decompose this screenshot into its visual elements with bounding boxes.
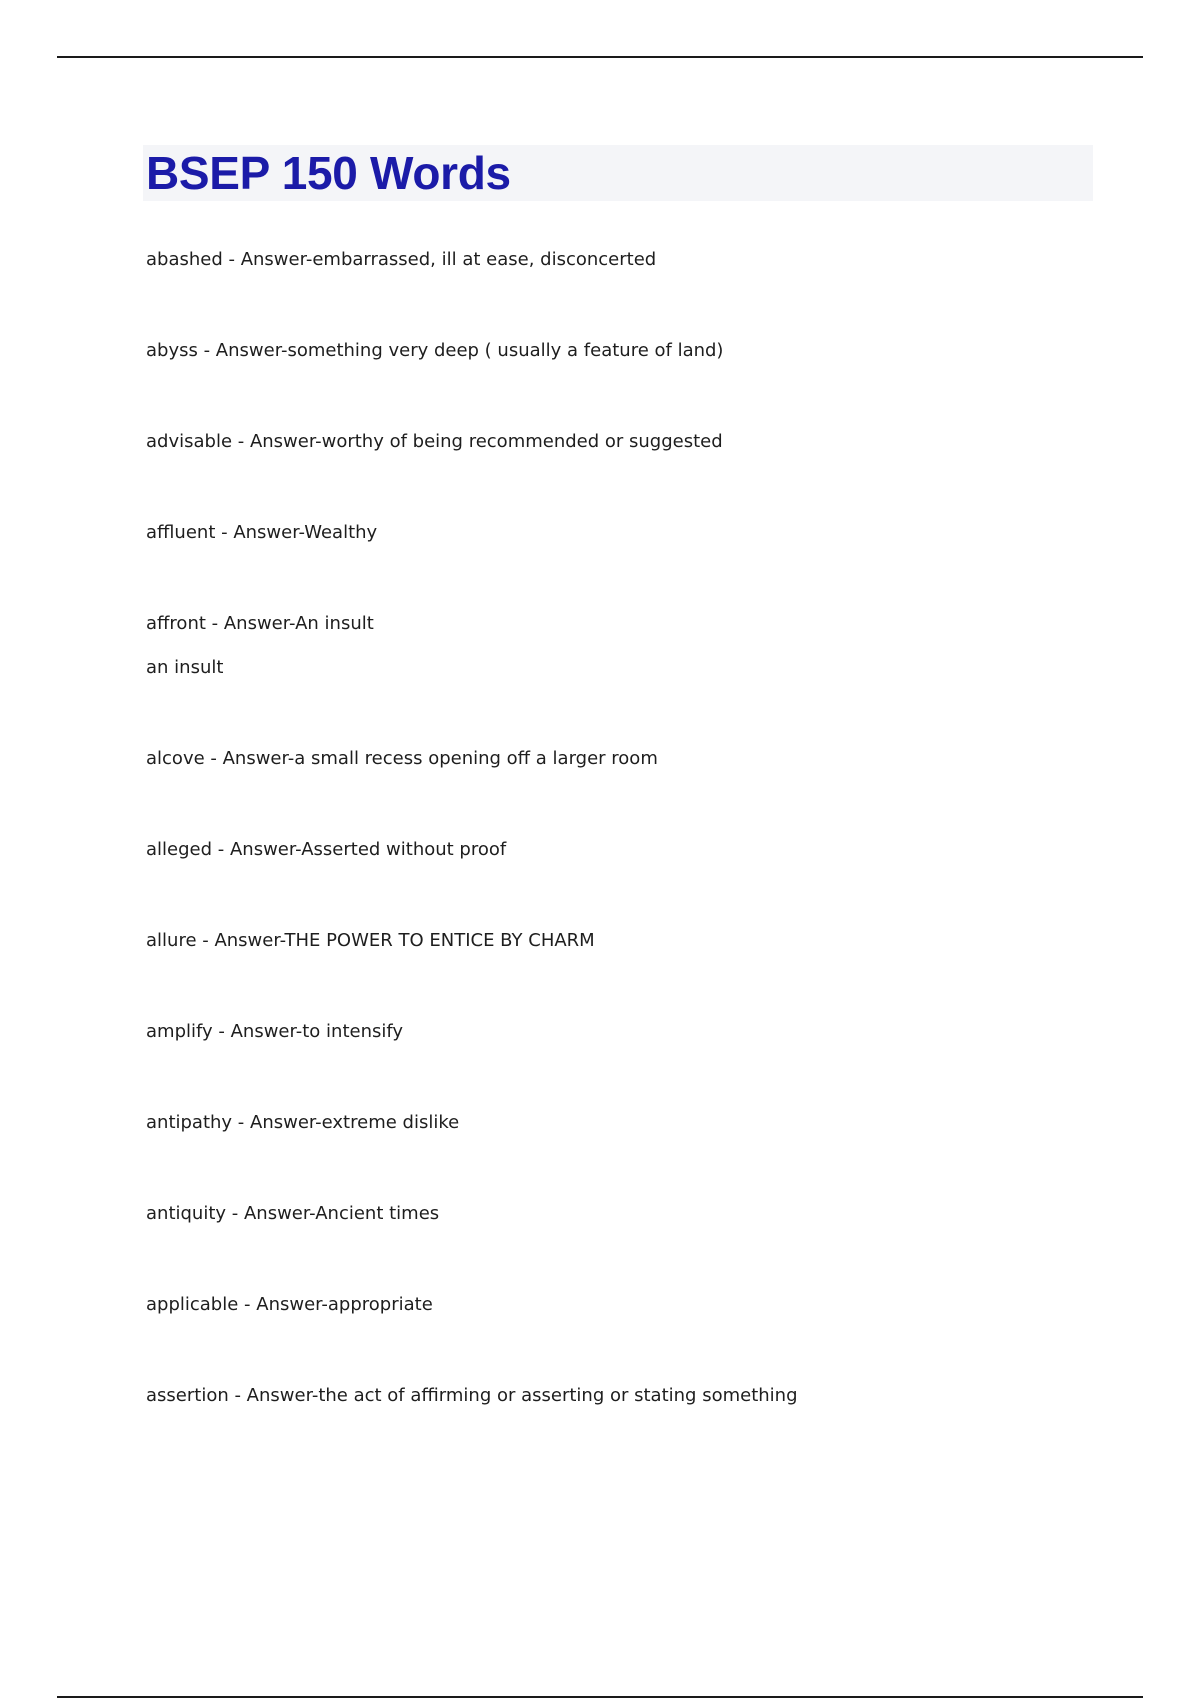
top-rule [57,56,1143,58]
entry-text: advisable - Answer-worthy of being recommended or suggested [146,431,723,452]
list-item [146,610,1146,682]
list-item [146,745,1146,773]
list-item [146,1018,1146,1046]
entry-text: assertion - Answer-the act of affirming or asserting or stating something [146,1385,798,1406]
entry-text: antipathy - Answer-extreme dislike [146,1112,460,1133]
list-item [146,1382,1146,1410]
list-item [146,1200,1146,1228]
entry-text: alleged - Answer-Asserted without proof [146,839,507,860]
entry-text: abashed - Answer-embarrassed, ill at ease, disconcerted [146,249,657,270]
vocabulary-list [146,246,1146,1473]
entry-text: alcove - Answer-a small recess opening off a larger room [146,748,658,769]
entry-text: allure - Answer-THE POWER TO ENTICE BY CHARM [146,930,595,951]
entry-text: applicable - Answer-appropriate [146,1294,433,1315]
entry-text: antiquity - Answer-Ancient times [146,1203,440,1224]
list-item [146,1291,1146,1319]
entry-text: affluent - Answer-Wealthy [146,522,378,543]
document-title: BSEP 150 Words [146,147,511,199]
list-item [146,519,1146,547]
entry-text: affront - Answer-An insult [146,613,374,634]
list-item [146,428,1146,456]
list-item [146,337,1146,365]
entry-text: amplify - Answer-to intensify [146,1021,404,1042]
list-item [146,927,1146,955]
entry-text: abyss - Answer-something very deep ( usually a feature of land) [146,340,724,361]
list-item [146,836,1146,864]
bottom-rule [57,1696,1143,1698]
entry-extra-text: an insult [146,657,224,678]
list-item [146,246,1146,274]
list-item [146,1109,1146,1137]
